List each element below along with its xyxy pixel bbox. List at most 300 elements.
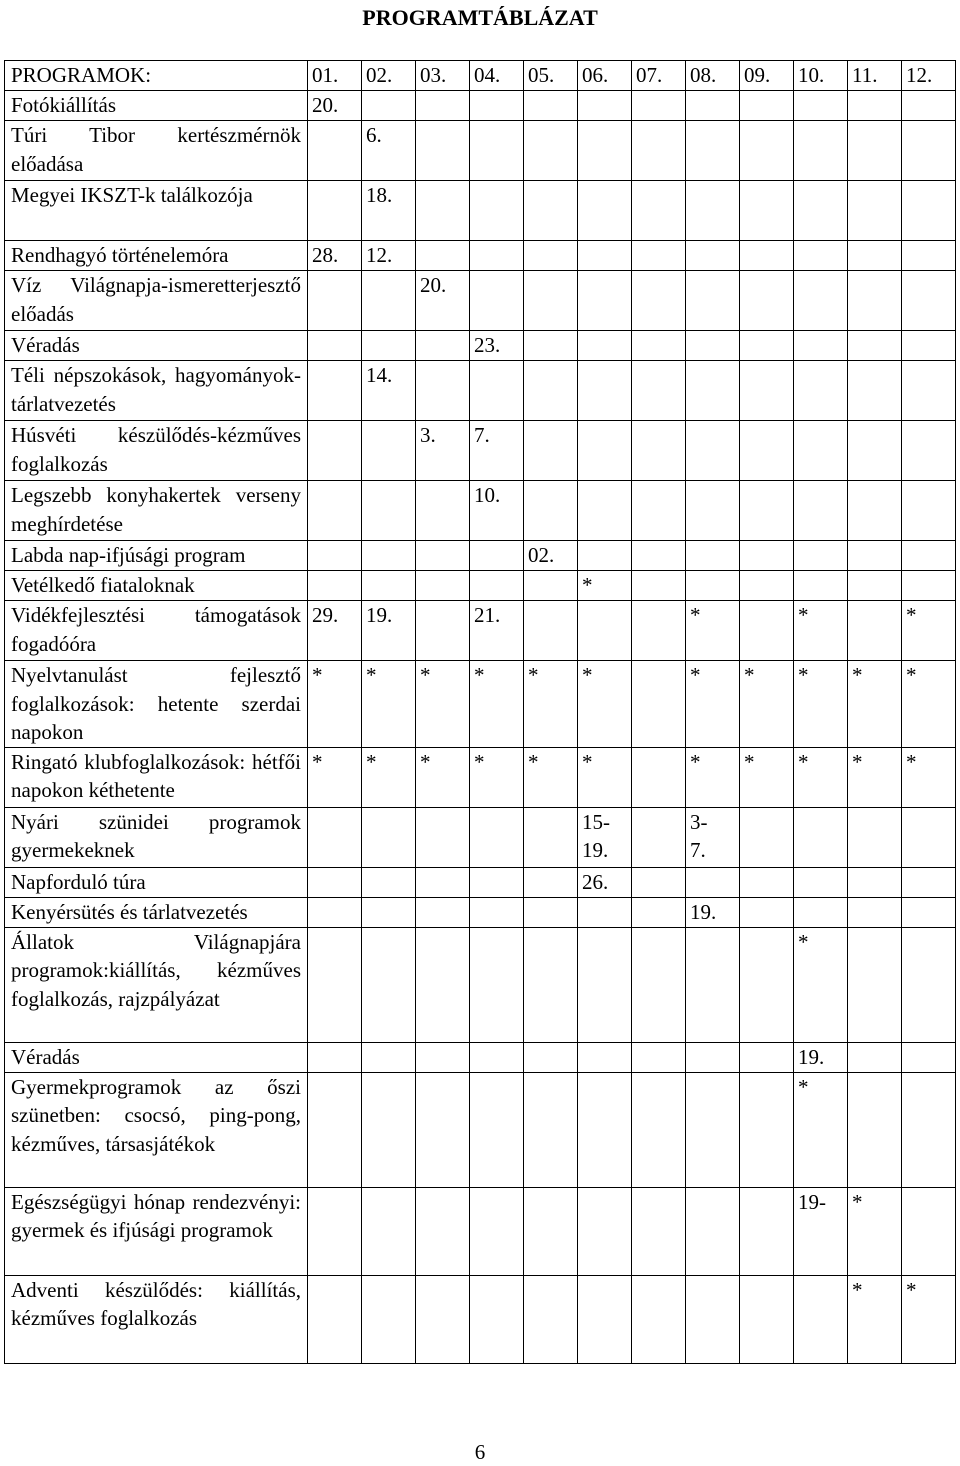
month-cell-06 (578, 121, 632, 181)
program-name: Kenyérsütés és tárlatvezetés (5, 897, 308, 927)
month-cell-08 (686, 867, 740, 897)
month-cell-10 (794, 91, 848, 121)
month-cell-04: 23. (470, 331, 524, 361)
table-row (5, 241, 956, 271)
table-row (5, 1187, 956, 1275)
table-row (5, 807, 956, 867)
month-cell-10 (794, 571, 848, 601)
program-name: PROGRAMOK: (5, 61, 308, 91)
month-cell-11 (848, 601, 902, 661)
month-cell-06 (578, 601, 632, 661)
program-name: Vidékfejlesztési támogatások fogadóóra (5, 601, 308, 661)
month-cell-02: 19. (362, 601, 416, 661)
month-cell-04: * (470, 747, 524, 807)
month-cell-08 (686, 331, 740, 361)
month-cell-09 (740, 331, 794, 361)
month-cell-12 (902, 421, 956, 481)
month-cell-12 (902, 1187, 956, 1275)
month-cell-04 (470, 1187, 524, 1275)
month-cell-01 (308, 807, 362, 867)
month-cell-12 (902, 481, 956, 541)
month-cell-09: * (740, 661, 794, 748)
month-cell-02 (362, 897, 416, 927)
program-name: Labda nap-ifjúsági program (5, 541, 308, 571)
month-cell-09 (740, 271, 794, 331)
month-cell-05: 02. (524, 541, 578, 571)
month-cell-07 (632, 181, 686, 241)
month-cell-06: * (578, 661, 632, 748)
program-name: Víz Világnapja-ismeretterjesztő előadás (5, 271, 308, 331)
month-cell-12 (902, 91, 956, 121)
month-cell-12 (902, 271, 956, 331)
month-cell-05 (524, 481, 578, 541)
program-table (4, 60, 956, 1364)
month-cell-08: 08. (686, 61, 740, 91)
month-cell-10: 19- (794, 1187, 848, 1275)
month-cell-04 (470, 807, 524, 867)
month-cell-07 (632, 661, 686, 748)
month-cell-06 (578, 241, 632, 271)
month-cell-07 (632, 121, 686, 181)
month-cell-02: 6. (362, 121, 416, 181)
month-cell-06 (578, 1275, 632, 1363)
table-row (5, 271, 956, 331)
month-cell-04 (470, 271, 524, 331)
program-table-body (5, 61, 956, 1364)
month-cell-08 (686, 421, 740, 481)
month-cell-07 (632, 927, 686, 1042)
table-row (5, 927, 956, 1042)
month-cell-01: 01. (308, 61, 362, 91)
month-cell-07 (632, 421, 686, 481)
month-cell-10 (794, 271, 848, 331)
month-cell-05 (524, 241, 578, 271)
page-number: 6 (474, 1440, 486, 1464)
month-cell-03 (416, 541, 470, 571)
month-cell-04 (470, 241, 524, 271)
month-cell-08: 19. (686, 897, 740, 927)
month-cell-05 (524, 867, 578, 897)
month-cell-09 (740, 807, 794, 867)
month-cell-12: * (902, 1275, 956, 1363)
month-cell-02 (362, 331, 416, 361)
month-cell-08 (686, 361, 740, 421)
month-cell-04 (470, 897, 524, 927)
month-cell-10: * (794, 747, 848, 807)
month-cell-10: * (794, 1072, 848, 1187)
month-cell-11 (848, 807, 902, 867)
month-cell-08 (686, 121, 740, 181)
month-cell-03 (416, 481, 470, 541)
month-cell-08 (686, 1275, 740, 1363)
table-row (5, 121, 956, 181)
month-cell-01 (308, 481, 362, 541)
month-cell-02: 18. (362, 181, 416, 241)
month-cell-04 (470, 1072, 524, 1187)
month-cell-07 (632, 541, 686, 571)
month-cell-01 (308, 571, 362, 601)
month-cell-05 (524, 181, 578, 241)
month-cell-05 (524, 1042, 578, 1072)
month-cell-03 (416, 1275, 470, 1363)
month-cell-12 (902, 571, 956, 601)
month-cell-05 (524, 361, 578, 421)
month-cell-01 (308, 1072, 362, 1187)
month-cell-09 (740, 91, 794, 121)
month-cell-11 (848, 897, 902, 927)
month-cell-01 (308, 1187, 362, 1275)
month-cell-01: 28. (308, 241, 362, 271)
month-cell-12 (902, 541, 956, 571)
month-cell-11 (848, 181, 902, 241)
month-cell-03 (416, 897, 470, 927)
month-cell-08 (686, 541, 740, 571)
program-name: Vetélkedő fiataloknak (5, 571, 308, 601)
month-cell-11: * (848, 747, 902, 807)
month-cell-04: 04. (470, 61, 524, 91)
month-cell-01 (308, 421, 362, 481)
month-cell-11: 11. (848, 61, 902, 91)
table-row (5, 1042, 956, 1072)
month-cell-10 (794, 481, 848, 541)
month-cell-05 (524, 421, 578, 481)
month-cell-02 (362, 421, 416, 481)
month-cell-07 (632, 867, 686, 897)
month-cell-09 (740, 897, 794, 927)
table-row (5, 1072, 956, 1187)
month-cell-06 (578, 1042, 632, 1072)
month-cell-03: * (416, 661, 470, 748)
month-cell-03 (416, 927, 470, 1042)
month-cell-03: 20. (416, 271, 470, 331)
month-cell-02: * (362, 661, 416, 748)
month-cell-11 (848, 571, 902, 601)
month-cell-12: * (902, 747, 956, 807)
table-row (5, 331, 956, 361)
month-cell-01 (308, 361, 362, 421)
month-cell-04: * (470, 661, 524, 748)
month-cell-11 (848, 541, 902, 571)
month-cell-08: * (686, 601, 740, 661)
month-cell-06 (578, 361, 632, 421)
month-cell-03 (416, 121, 470, 181)
month-cell-01 (308, 331, 362, 361)
month-cell-01 (308, 1042, 362, 1072)
month-cell-11 (848, 331, 902, 361)
table-row (5, 747, 956, 807)
month-cell-11 (848, 1072, 902, 1187)
program-name: Véradás (5, 1042, 308, 1072)
month-cell-09 (740, 421, 794, 481)
month-cell-09 (740, 571, 794, 601)
month-cell-04: 10. (470, 481, 524, 541)
month-cell-09 (740, 121, 794, 181)
program-name: Gyermekprogramok az őszi szünetben: csocsó, ping-pong, kézműves, társasjátékok (5, 1072, 308, 1187)
month-cell-11 (848, 927, 902, 1042)
month-cell-03 (416, 1072, 470, 1187)
month-cell-07 (632, 897, 686, 927)
month-cell-06 (578, 1187, 632, 1275)
month-cell-09 (740, 601, 794, 661)
month-cell-08 (686, 927, 740, 1042)
month-cell-11 (848, 241, 902, 271)
month-cell-10 (794, 541, 848, 571)
month-cell-09: 09. (740, 61, 794, 91)
month-cell-03 (416, 807, 470, 867)
month-cell-04 (470, 1042, 524, 1072)
month-cell-05 (524, 1187, 578, 1275)
program-name: Nyári szünidei programok gyermekeknek (5, 807, 308, 867)
table-header-row (5, 61, 956, 91)
month-cell-02 (362, 867, 416, 897)
month-cell-11 (848, 1042, 902, 1072)
month-cell-02 (362, 541, 416, 571)
month-cell-12 (902, 241, 956, 271)
month-cell-10 (794, 867, 848, 897)
month-cell-11: * (848, 1187, 902, 1275)
month-cell-02 (362, 91, 416, 121)
month-cell-10 (794, 361, 848, 421)
month-cell-04 (470, 927, 524, 1042)
month-cell-03 (416, 331, 470, 361)
month-cell-09 (740, 361, 794, 421)
program-name: Állatok Világnapjára programok:kiállítás, kézműves foglalkozás, rajzpályázat (5, 927, 308, 1042)
month-cell-12 (902, 1042, 956, 1072)
month-cell-02 (362, 1072, 416, 1187)
month-cell-12 (902, 181, 956, 241)
month-cell-07 (632, 1072, 686, 1187)
program-name: Adventi készülődés: kiállítás, kézműves foglalkozás (5, 1275, 308, 1363)
month-cell-05: * (524, 661, 578, 748)
month-cell-03: * (416, 747, 470, 807)
table-row (5, 867, 956, 897)
month-cell-10 (794, 1275, 848, 1363)
month-cell-01: * (308, 661, 362, 748)
month-cell-01 (308, 271, 362, 331)
month-cell-07 (632, 241, 686, 271)
month-cell-10: 19. (794, 1042, 848, 1072)
month-cell-04 (470, 91, 524, 121)
month-cell-01 (308, 1275, 362, 1363)
month-cell-02: * (362, 747, 416, 807)
month-cell-05 (524, 271, 578, 331)
month-cell-11 (848, 421, 902, 481)
month-cell-08 (686, 1187, 740, 1275)
month-cell-09 (740, 181, 794, 241)
month-cell-03 (416, 241, 470, 271)
month-cell-08 (686, 241, 740, 271)
month-cell-12 (902, 897, 956, 927)
month-cell-09 (740, 1275, 794, 1363)
month-cell-04 (470, 867, 524, 897)
month-cell-11: * (848, 661, 902, 748)
month-cell-03 (416, 181, 470, 241)
month-cell-02 (362, 1187, 416, 1275)
month-cell-06 (578, 421, 632, 481)
month-cell-07 (632, 747, 686, 807)
month-cell-04 (470, 571, 524, 601)
month-cell-03: 03. (416, 61, 470, 91)
month-cell-10 (794, 897, 848, 927)
month-cell-03 (416, 361, 470, 421)
month-cell-11: * (848, 1275, 902, 1363)
program-name: Véradás (5, 331, 308, 361)
month-cell-03 (416, 867, 470, 897)
month-cell-03 (416, 1042, 470, 1072)
month-cell-04: 7. (470, 421, 524, 481)
table-row (5, 481, 956, 541)
month-cell-01 (308, 541, 362, 571)
month-cell-02 (362, 1042, 416, 1072)
month-cell-09 (740, 541, 794, 571)
program-name: Ringató klubfoglalkozások: hétfői napokon kéthetente (5, 747, 308, 807)
month-cell-05 (524, 1072, 578, 1187)
month-cell-09 (740, 481, 794, 541)
program-name: Egészségügyi hónap rendezvényi: gyermek és ifjúsági programok (5, 1187, 308, 1275)
month-cell-02 (362, 927, 416, 1042)
month-cell-05 (524, 331, 578, 361)
program-name: Napforduló túra (5, 867, 308, 897)
table-row (5, 421, 956, 481)
month-cell-02 (362, 1275, 416, 1363)
month-cell-01: 29. (308, 601, 362, 661)
month-cell-05 (524, 601, 578, 661)
month-cell-10 (794, 181, 848, 241)
month-cell-06 (578, 181, 632, 241)
month-cell-09 (740, 867, 794, 897)
month-cell-08 (686, 271, 740, 331)
month-cell-10: * (794, 661, 848, 748)
month-cell-08 (686, 91, 740, 121)
month-cell-08 (686, 181, 740, 241)
month-cell-12 (902, 927, 956, 1042)
month-cell-09 (740, 1042, 794, 1072)
month-cell-04: 21. (470, 601, 524, 661)
month-cell-11 (848, 271, 902, 331)
month-cell-11 (848, 91, 902, 121)
table-row (5, 541, 956, 571)
month-cell-01 (308, 927, 362, 1042)
table-row (5, 91, 956, 121)
month-cell-07 (632, 91, 686, 121)
month-cell-06 (578, 481, 632, 541)
month-cell-10: * (794, 927, 848, 1042)
month-cell-08 (686, 1042, 740, 1072)
month-cell-06: 26. (578, 867, 632, 897)
month-cell-12: 12. (902, 61, 956, 91)
month-cell-02: 02. (362, 61, 416, 91)
page-title: PROGRAMTÁBLÁZAT (362, 5, 598, 30)
month-cell-06: 15- 19. (578, 807, 632, 867)
month-cell-09 (740, 927, 794, 1042)
month-cell-10 (794, 331, 848, 361)
month-cell-05 (524, 897, 578, 927)
month-cell-06: * (578, 747, 632, 807)
month-cell-12: * (902, 661, 956, 748)
month-cell-08: * (686, 747, 740, 807)
month-cell-04 (470, 181, 524, 241)
month-cell-05: * (524, 747, 578, 807)
month-cell-09 (740, 1072, 794, 1187)
month-cell-02: 12. (362, 241, 416, 271)
month-cell-02: 14. (362, 361, 416, 421)
month-cell-07 (632, 807, 686, 867)
month-cell-05 (524, 121, 578, 181)
program-name: Rendhagyó történelemóra (5, 241, 308, 271)
month-cell-07 (632, 331, 686, 361)
table-row (5, 571, 956, 601)
month-cell-08 (686, 481, 740, 541)
month-cell-08: * (686, 661, 740, 748)
month-cell-12 (902, 1072, 956, 1187)
month-cell-03 (416, 571, 470, 601)
month-cell-11 (848, 481, 902, 541)
month-cell-07 (632, 601, 686, 661)
month-cell-02 (362, 481, 416, 541)
month-cell-05 (524, 927, 578, 1042)
month-cell-10: * (794, 601, 848, 661)
month-cell-09 (740, 241, 794, 271)
month-cell-06 (578, 1072, 632, 1187)
month-cell-01 (308, 181, 362, 241)
month-cell-10 (794, 121, 848, 181)
month-cell-07 (632, 271, 686, 331)
month-cell-05: 05. (524, 61, 578, 91)
program-name: Húsvéti készülődés-kézműves foglalkozás (5, 421, 308, 481)
month-cell-07 (632, 1275, 686, 1363)
month-cell-01: 20. (308, 91, 362, 121)
month-cell-12 (902, 121, 956, 181)
table-row (5, 897, 956, 927)
month-cell-10: 10. (794, 61, 848, 91)
month-cell-01 (308, 121, 362, 181)
month-cell-08: 3- 7. (686, 807, 740, 867)
month-cell-05 (524, 1275, 578, 1363)
month-cell-11 (848, 867, 902, 897)
program-name: Téli népszokások, hagyományok-tárlatvezetés (5, 361, 308, 421)
month-cell-12 (902, 361, 956, 421)
month-cell-11 (848, 121, 902, 181)
month-cell-02 (362, 807, 416, 867)
month-cell-09: * (740, 747, 794, 807)
month-cell-07: 07. (632, 61, 686, 91)
month-cell-06: * (578, 571, 632, 601)
month-cell-08 (686, 1072, 740, 1187)
month-cell-03 (416, 601, 470, 661)
month-cell-06 (578, 541, 632, 571)
table-row (5, 181, 956, 241)
table-row (5, 601, 956, 661)
month-cell-04 (470, 121, 524, 181)
month-cell-09 (740, 1187, 794, 1275)
program-name: Nyelvtanulást fejlesztő foglalkozások: hetente szerdai napokon (5, 661, 308, 748)
month-cell-05 (524, 571, 578, 601)
month-cell-07 (632, 361, 686, 421)
month-cell-06 (578, 271, 632, 331)
month-cell-10 (794, 241, 848, 271)
month-cell-06 (578, 91, 632, 121)
table-row (5, 661, 956, 748)
table-row (5, 361, 956, 421)
program-name: Megyei IKSZT-k találkozója (5, 181, 308, 241)
month-cell-04 (470, 361, 524, 421)
month-cell-03 (416, 91, 470, 121)
month-cell-06 (578, 927, 632, 1042)
month-cell-01 (308, 867, 362, 897)
month-cell-12: * (902, 601, 956, 661)
month-cell-07 (632, 1187, 686, 1275)
month-cell-10 (794, 421, 848, 481)
